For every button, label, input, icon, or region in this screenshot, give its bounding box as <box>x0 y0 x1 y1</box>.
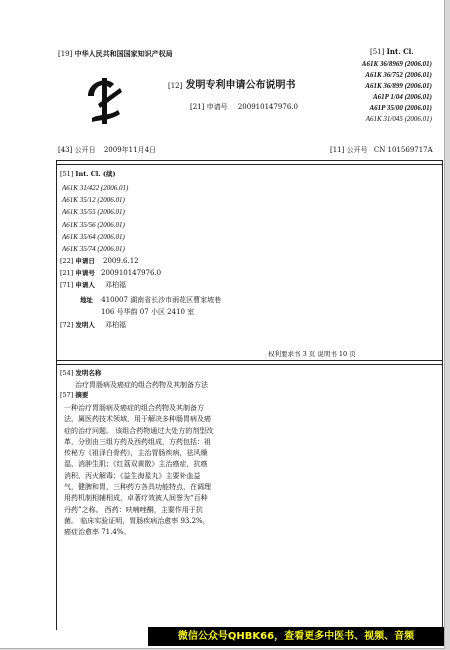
inventor-label: 发明人 <box>75 321 95 329</box>
left-margin-rule <box>56 160 57 630</box>
publication-date <box>58 146 156 155</box>
ipc-item: A61K 36/752 (2006.01) <box>365 71 432 79</box>
pub-no-code: [11] <box>330 146 345 154</box>
title-code: [54] <box>60 369 74 377</box>
ipc-continued-header <box>60 170 116 179</box>
invention-title-header <box>60 369 101 378</box>
application-number <box>60 269 161 278</box>
right-margin-rule <box>442 160 443 630</box>
filing-date <box>60 257 139 266</box>
app-no-code: [21] <box>190 103 205 111</box>
pub-type-code: [12] <box>168 82 183 90</box>
publication-number <box>330 146 433 155</box>
divider-middle <box>56 360 442 361</box>
ipc-cont-item: A61K 35/56 (2006.01) <box>62 220 125 229</box>
inventor-code: [72] <box>60 321 74 329</box>
pub-date-label: 公开日 <box>74 146 96 154</box>
address-line-1: 410007 湖南省长沙市雨花区曹家坡巷 <box>101 296 222 304</box>
filing-date-value: 2009.6.12 <box>103 257 139 265</box>
ipc-label: Int. Cl. <box>386 47 414 56</box>
applicant-label: 申请人 <box>75 281 95 289</box>
ipc-item: A61P 1/04 (2006.01) <box>372 93 432 101</box>
ipc-header <box>370 47 414 57</box>
ipc-cont-item: A61K 35/55 (2006.01) <box>62 208 125 217</box>
ipc-cont-item: A61K 35/74 (2006.01) <box>62 245 125 254</box>
divider-top-2 <box>56 164 442 165</box>
pub-no-value: CN 101569717A <box>373 146 433 154</box>
pub-type-title: 发明专利申请公布说明书 <box>185 80 296 91</box>
ipc-list <box>300 59 432 125</box>
inventor <box>60 321 126 330</box>
pages-note: 权利要求书 3 页 说明书 10 页 <box>268 350 356 358</box>
wechat-banner[interactable]: 微信公众号QHBK66，查看更多中医书、视频、音频 <box>148 627 444 646</box>
ipc-item: A61K 36/8969 (2006.01) <box>361 60 432 68</box>
appno-code: [21] <box>60 269 74 277</box>
appno-label: 申请号 <box>75 269 95 277</box>
ipc-continued-list <box>62 182 128 255</box>
abstract-text: 一种治疗胃肠病及癌症的组合药物及其制备方法，属医药技术领域，用于解决多种肠胃病及癌症的治疗问题。 该组合药物通过大处方的剂型改革，分别由三组方药及西药组成，方药包括：祖传秘方《祖泽白骨药》，主治胃肠疾病，祛风燥湿、消肿生肌；《红荔双黄散》主治癌症，抗癌消积、丙火解毒；《益生海星丸》主要补血益气，健脾和胃，三种药方各具功能特点，在调理用药机制相辅相成，卓著疗效被人间誉为“百种丹药”之称。 西药：呋喃唑酮，主要作用于抗菌。 临床实验证明，胃肠疾病治愈率 93.2%，癌症治愈率 71.4%。 <box>64 404 214 537</box>
app-no-value: 200910147976.0 <box>237 103 298 111</box>
office-header <box>58 49 173 59</box>
ipc-cont-code: [51] <box>60 170 74 178</box>
app-no-label: 申请号 <box>206 103 228 111</box>
applicant-code: [71] <box>60 281 74 289</box>
cnipa-logo-icon <box>84 74 124 126</box>
office-name: 中华人民共和国国家知识产权局 <box>74 49 173 58</box>
abstract-header <box>60 391 88 400</box>
ipc-cont-item: A61K 31/422 (2006.01) <box>62 184 129 192</box>
publication-type <box>168 80 296 92</box>
ipc-code: [51] <box>370 48 385 56</box>
abstract-label: 摘要 <box>75 391 89 399</box>
address-line-2: 106 号华韵 07 小区 2410 室 <box>101 308 195 316</box>
appno-value: 200910147976.0 <box>101 269 162 277</box>
pub-no-label: 公开号 <box>346 146 368 154</box>
filing-code: [22] <box>60 257 74 265</box>
inventor-value: 邓柏福 <box>105 321 126 329</box>
filing-label: 申请日 <box>75 257 95 265</box>
divider-middle-2 <box>56 364 442 365</box>
applicant <box>60 281 126 290</box>
ipc-cont-item: A61K 35/64 (2006.01) <box>62 232 125 241</box>
address <box>80 294 221 306</box>
pub-date-value: 2009年11月4日 <box>103 146 157 154</box>
pub-date-code: [43] <box>58 146 73 154</box>
address-label: 地址 <box>80 296 93 304</box>
title-label: 发明名称 <box>75 369 102 377</box>
abstract-code: [57] <box>60 391 74 399</box>
ipc-cont-item: A61K 35/12 (2006.01) <box>62 196 125 205</box>
applicant-value: 邓柏福 <box>105 281 126 289</box>
ipc-cont-label: Int. Cl. (续) <box>75 170 116 178</box>
ipc-item: A61K 31/045 (2006.01) <box>365 115 432 123</box>
ipc-item: A61P 35/00 (2006.01) <box>369 104 432 112</box>
invention-title: 治疗胃肠病及癌症的组合药物及其制备方法 <box>75 381 208 389</box>
office-code: [19] <box>58 50 73 58</box>
divider-top <box>56 160 442 161</box>
ipc-item: A61K 36/899 (2006.01) <box>365 82 432 90</box>
application-number-header <box>190 103 298 112</box>
